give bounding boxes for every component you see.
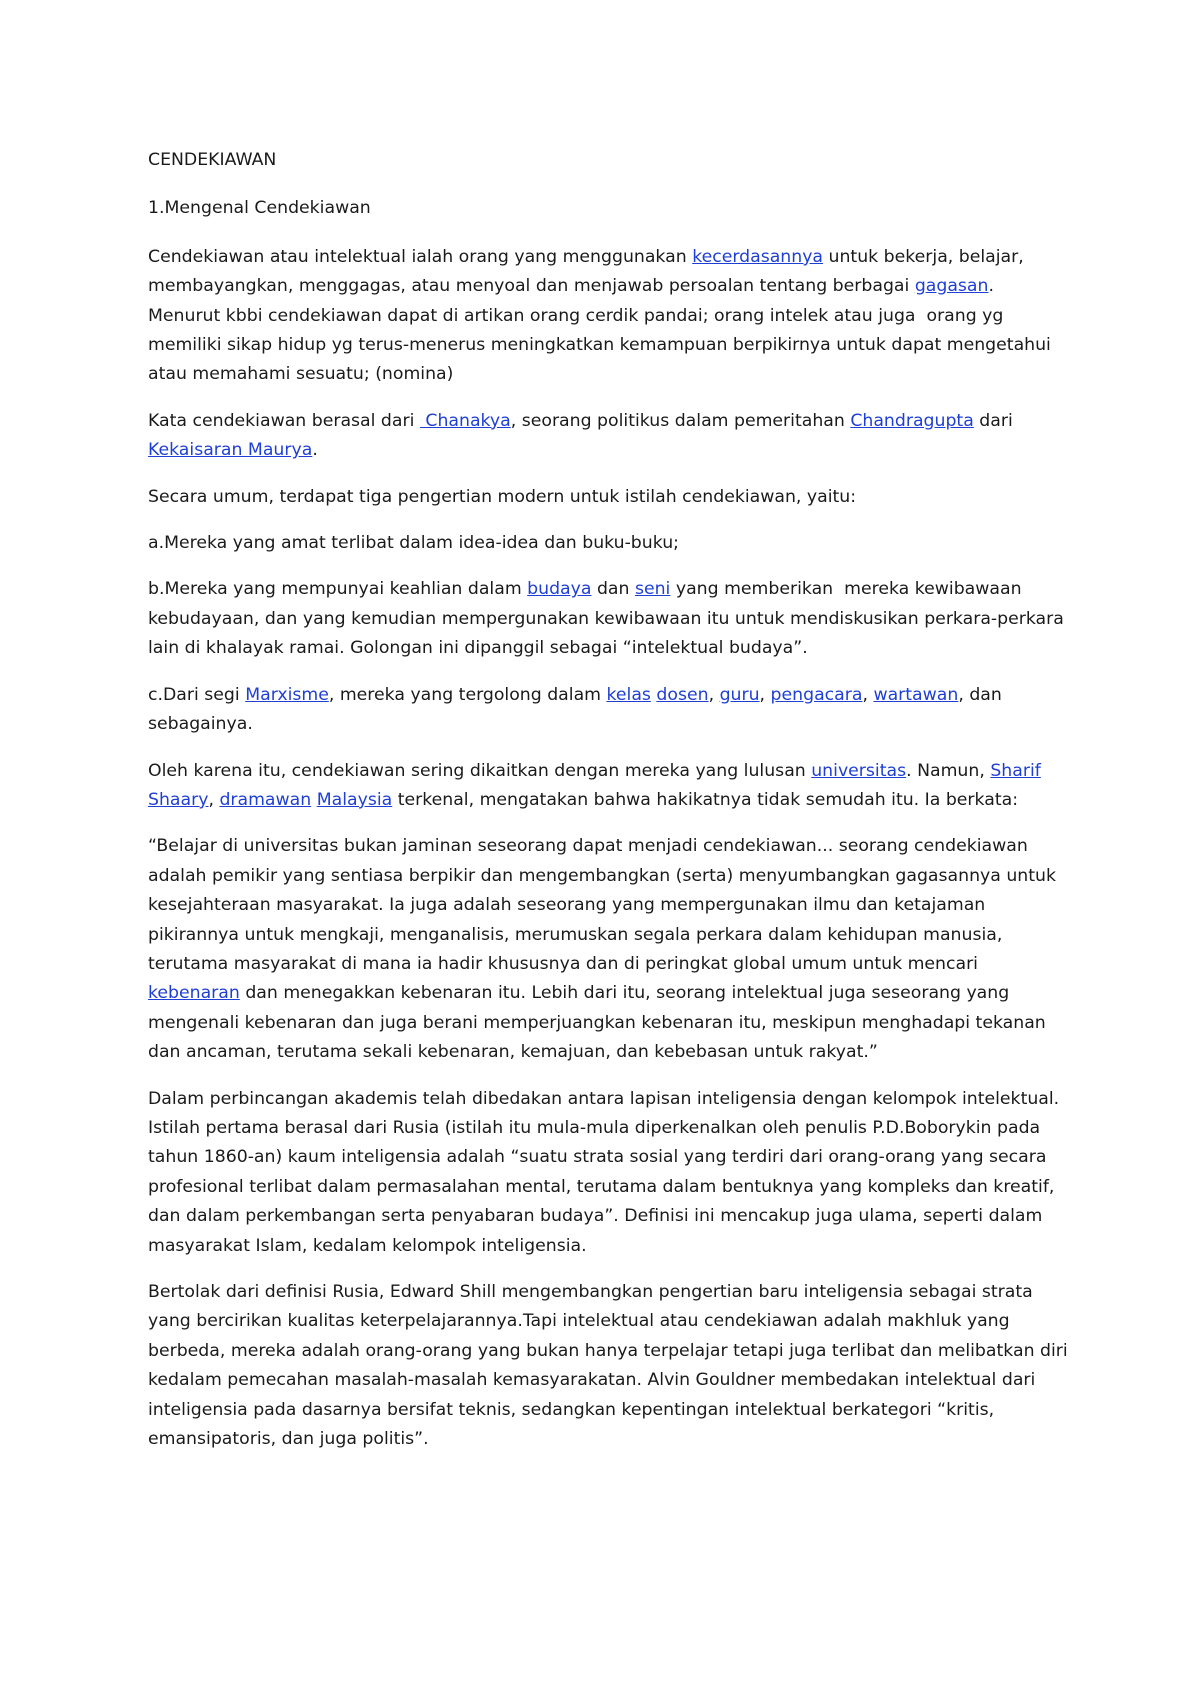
inline-link[interactable]: Malaysia [316,789,393,810]
text-segment: dan [591,579,635,600]
text-segment: , [708,684,720,705]
paragraph [148,681,1068,740]
inline-link[interactable]: Chandragupta [850,410,974,431]
text-segment: Kata cendekiawan berasal dari [148,410,420,431]
inline-link[interactable]: seni [634,579,671,600]
text-segment: . [312,440,318,461]
text-segment: b.Mereka yang mempunyai keahlian dalam [148,579,528,600]
text-segment: Bertolak dari definisi Rusia, Edward Shill mengembangkan pengertian baru inteligensia sebagai strata yang bercirikan kualitas keterpelajarannya.Tapi intelektual atau cendekiawan adalah makhluk yang berbeda, mereka adalah orang-orang yang bukan hanya terpelajar tetapi juga terlibat dan melibatkan diri kedalam pemecahan masalah-masalah kemasyarakatan. Alvin Gouldner membedakan intelektual dari inteligensia pada dasarnya bersifat teknis, sedangkan kepentingan intelektual berkategori “kritis, emansipatoris, dan juga politis”. [148,1282,1074,1450]
inline-link[interactable]: kecerdasannya [692,246,824,267]
text-segment: untuk bekerja, belajar, membayangkan, menggagas, atau menyoal dan menjawab persoalan tentang berbagai [148,246,1030,297]
text-segment: , mereka yang tergolong dalam [328,684,607,705]
inline-link[interactable]: kebenaran [148,983,240,1004]
inline-link[interactable]: guru [719,684,760,705]
inline-link[interactable]: Marxisme [245,684,329,705]
paragraph [148,529,1068,558]
text-segment: dan menegakkan kebenaran itu. Lebih dari itu, seorang intelektual juga seseorang yang mengenali kebenaran dan juga berani memperjuangkan kebenaran itu, meskipun menghadapi tekanan dan ancaman, terutama sekali kebenaran, kemajuan, dan kebebasan untuk rakyat.” [148,983,1052,1063]
inline-link[interactable]: dosen [656,684,709,705]
text-segment: a.Mereka yang amat terlibat dalam idea-idea dan buku-buku; [148,533,679,554]
document-title: CENDEKIAWAN [148,150,277,170]
text-segment: . Menurut kbbi cendekiawan dapat di artikan orang cerdik pandai; orang intelek atau juga orang yg memiliki sikap hidup yg terus-menerus meningkatkan kemampuan berpikirnya untuk dapat mengetahui atau memahami sesuatu; (nomina) [148,276,1057,385]
paragraph [148,1278,1074,1454]
inline-link[interactable]: Chanakya [419,410,511,431]
text-segment: Dalam perbincangan akademis telah dibedakan antara lapisan inteligensia dengan kelompok intelektual. Istilah pertama berasal dari Rusia (istilah itu mula-mula diperkenalkan oleh penulis P.D.Boborykin pada tahun 1860-an) kaum inteligensia adalah “suatu strata sosial yang terdiri dari orang-orang yang secara profesional terlibat dalam permasalahan mental, terutama dalam bentuknya yang kompleks dan kreatif, dan dalam perkembangan serta penyabaran budaya”. Definisi ini mencakup juga ulama, seperti dalam masyarakat Islam, kedalam kelompok inteligensia. [148,1088,1065,1256]
document-page [148,146,1074,1471]
text-segment: Cendekiawan atau intelektual ialah orang yang menggunakan [148,246,693,267]
text-segment: yang memberikan mereka kewibawaan kebudayaan, dan yang kemudian mempergunakan kewibawaan itu untuk mendiskusikan perkara-perkara lain di khalayak ramai. Golongan ini dipanggil sebagai “intelektual budaya”. [148,579,1070,659]
paragraph [148,407,1068,466]
paragraph [148,832,1068,1067]
text-segment: , [759,684,771,705]
text-segment: . Namun, [906,760,991,781]
inline-link[interactable]: Sharif Shaary [148,760,1041,810]
text-segment: , [208,789,220,810]
text-segment: dari [973,410,1019,431]
paragraph [148,757,1068,816]
paragraph [148,1085,1068,1261]
inline-link[interactable]: wartawan [873,684,959,705]
text-segment: “Belajar di universitas bukan jaminan seseorang dapat menjadi cendekiawan... seorang cendekiawan adalah pemikir yang sentiasa berpikir dan mengembangkan (serta) menyumbangkan gagasannya untuk kesejahteraan masyarakat. Ia juga adalah seseorang yang mempergunakan ilmu dan ketajaman pikirannya untuk mengkaji, menganalisis, merumuskan segala perkara dalam kehidupan manusia, terutama masyarakat di mana ia hadir khususnya dan di peringkat global umum untuk mencari [148,836,1062,974]
section-heading: 1.Mengenal Cendekiawan [148,198,371,219]
paragraph [148,575,1068,663]
inline-link[interactable]: gagasan [914,276,989,297]
text-segment: terkenal, mengatakan bahwa hakikatnya tidak semudah itu. Ia berkata: [392,789,1019,810]
text-segment: Oleh karena itu, cendekiawan sering dikaitkan dengan mereka yang lulusan [148,760,812,781]
text-segment: c.Dari segi [148,684,246,705]
text-segment: , dan sebagainya. [148,684,1008,735]
text-segment: , [862,684,874,705]
paragraph [148,483,1068,512]
paragraph [148,243,1068,390]
inline-link[interactable]: budaya [527,579,592,600]
inline-link[interactable]: universitas [811,760,907,781]
text-segment: Secara umum, terdapat tiga pengertian modern untuk istilah cendekiawan, yaitu: [148,486,857,507]
inline-link[interactable]: dramawan [219,789,312,810]
inline-link[interactable]: kelas [606,684,651,705]
inline-link[interactable]: Kekaisaran Maurya [148,440,313,461]
document-body [148,243,1074,1455]
inline-link[interactable]: pengacara [770,684,863,705]
text-segment: , seorang politikus dalam pemeritahan [510,410,851,431]
